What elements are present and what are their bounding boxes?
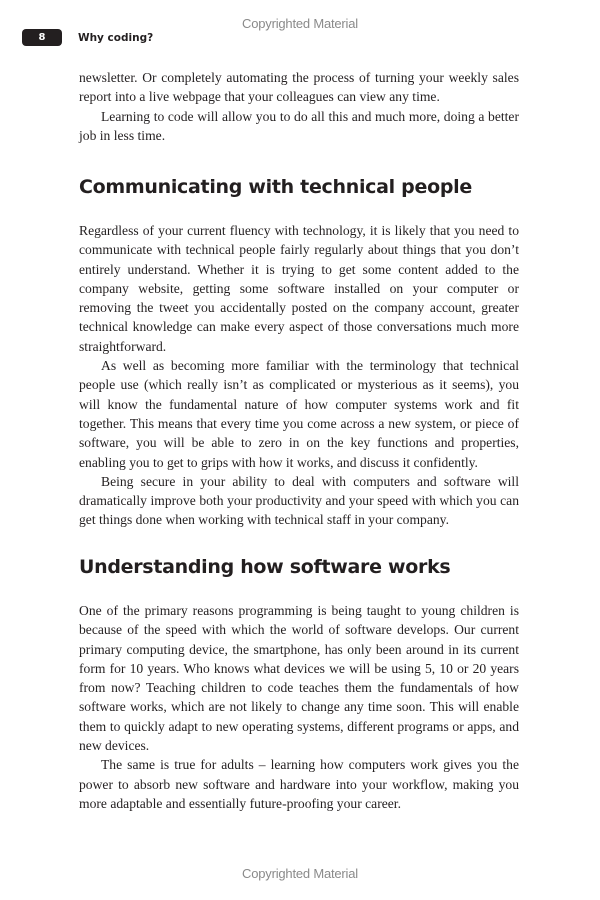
- paragraph: Regardless of your current fluency with technology, it is likely that you need to communicate with technical people fairly regularly about things that you don’t entirely understand. Whether it is trying to get some content added to the company website, getting some software installed on your computer or removing the tweet you accidentally posted on the company account, greater technical knowledge can make every aspect of those conversations much more straightforward.: [79, 223, 519, 354]
- paragraph: As well as becoming more familiar with the terminology that technical people use (which really isn’t as complicated or mysterious as it seems), you will know the fundamental nature of how computer systems work and fit together. This means that every time you come across a new system, or piece of software, you will be able to zero in on the key functions and properties, enabling you to get to grips with how it works, and discuss it confidently.: [79, 358, 519, 470]
- paragraph: The same is true for adults – learning how computers work gives you the power to absorb new software and hardware into your workflow, making you more adaptable and essentially future-proofing your career.: [79, 757, 519, 811]
- section-body: [79, 601, 519, 813]
- section-heading: Understanding how software works: [79, 556, 451, 578]
- copyright-watermark-top: Copyrighted Material: [242, 16, 358, 31]
- copyright-watermark-bottom: Copyrighted Material: [242, 866, 358, 881]
- paragraph: newsletter. Or completely automating the process of turning your weekly sales report into a live webpage that your colleagues can view any time.: [79, 70, 519, 105]
- page-number-badge: 8: [22, 29, 62, 46]
- chapter-title: Why coding?: [78, 31, 154, 44]
- section-heading: Communicating with technical people: [79, 176, 472, 198]
- paragraph: Learning to code will allow you to do all this and much more, doing a better job in less time.: [79, 108, 519, 143]
- paragraph: Being secure in your ability to deal with computers and software will dramatically improve both your productivity and your speed with which you can get things done when working with technical staff in your company.: [79, 473, 519, 528]
- paragraph: One of the primary reasons programming is being taught to young children is because of the speed with which the world of software develops. Our current primary computing device, the smartphone, has only been around in its current form for 10 years. Who knows what devices we will be using 5, 10 or 20 years from now? Teaching children to code teaches them the fundamentals of how software works, which are not likely to change any time soon. This will enable them to quickly adapt to new operating systems, different programs or apps, and new devices.: [79, 603, 519, 754]
- running-head: [22, 29, 153, 46]
- section-body: [79, 221, 519, 530]
- intro-text: [79, 68, 519, 145]
